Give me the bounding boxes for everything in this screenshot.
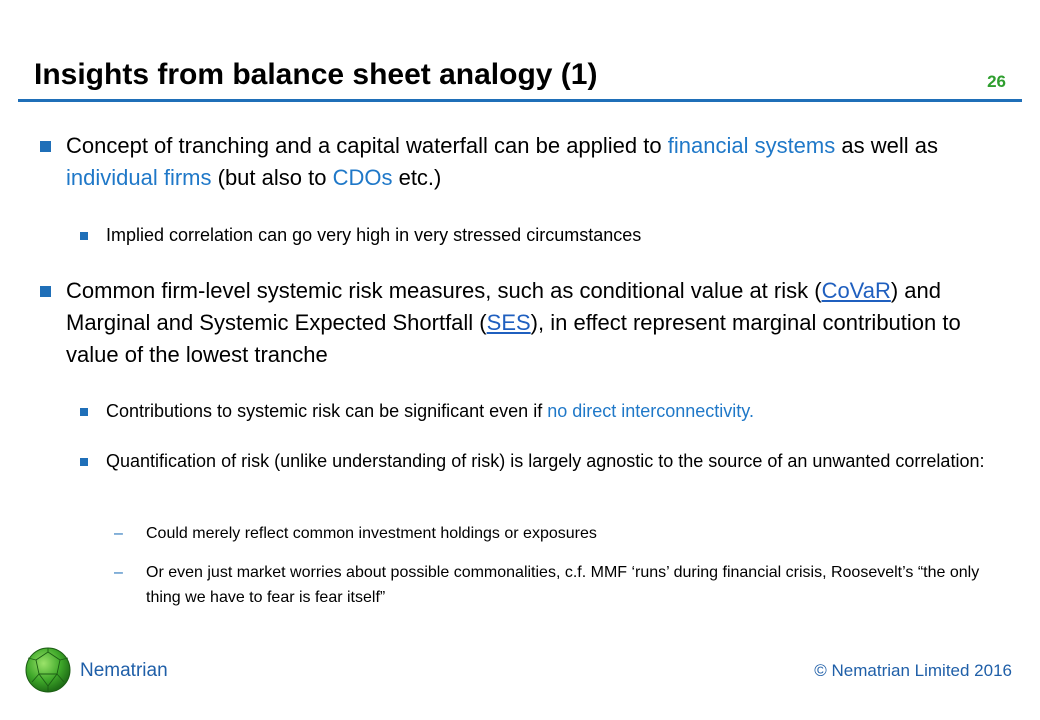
dash-bullet-icon: – xyxy=(114,564,123,581)
green-polyhedron-logo-icon xyxy=(24,646,72,694)
dash-bullet-icon: – xyxy=(114,525,123,542)
square-bullet-icon xyxy=(80,408,88,416)
covar-link[interactable]: CoVaR xyxy=(821,278,891,303)
page-title: Insights from balance sheet analogy (1) xyxy=(34,58,598,91)
title-divider xyxy=(18,99,1022,102)
footer-copyright: © Nematrian Limited 2016 xyxy=(814,661,1012,680)
highlight-individual-firms: individual firms xyxy=(66,165,212,190)
bullet-2-2-1: – Could merely reflect common investment holdings or exposures xyxy=(146,521,1006,546)
square-bullet-icon xyxy=(40,286,51,297)
bullet-2-2: Quantification of risk (unlike understanding of risk) is largely agnostic to the source of an unwanted correlation: xyxy=(106,448,1006,475)
bullet-1: Concept of tranching and a capital waterfall can be applied to financial systems as well as individual firms (but also to CDOs etc.) xyxy=(66,130,1006,194)
square-bullet-icon xyxy=(80,458,88,466)
square-bullet-icon xyxy=(40,141,51,152)
bullet-2-2-2: – Or even just market worries about possible commonalities, c.f. MMF ‘runs’ during financial crisis, Roosevelt’s “the only thing we have to fear is fear itself” xyxy=(146,560,1006,610)
slide-number: 26 xyxy=(987,72,1006,91)
footer-brand: Nematrian xyxy=(80,660,168,681)
bullet-2: Common firm-level systemic risk measures, such as conditional value at risk (CoVaR) and Marginal and Systemic Expected Shortfall (SES), in effect represent marginal contribution to value of the lowest tranche xyxy=(66,275,1006,371)
ses-link[interactable]: SES xyxy=(486,310,531,335)
square-bullet-icon xyxy=(80,232,88,240)
bullet-2-1: Contributions to systemic risk can be significant even if no direct interconnectivity. xyxy=(106,398,1006,425)
bullet-1-1: Implied correlation can go very high in very stressed circumstances xyxy=(106,222,1006,249)
highlight-no-direct-interconnectivity: no direct interconnectivity. xyxy=(547,401,754,421)
highlight-cdos: CDOs xyxy=(332,165,393,190)
highlight-financial-systems: financial systems xyxy=(667,133,836,158)
